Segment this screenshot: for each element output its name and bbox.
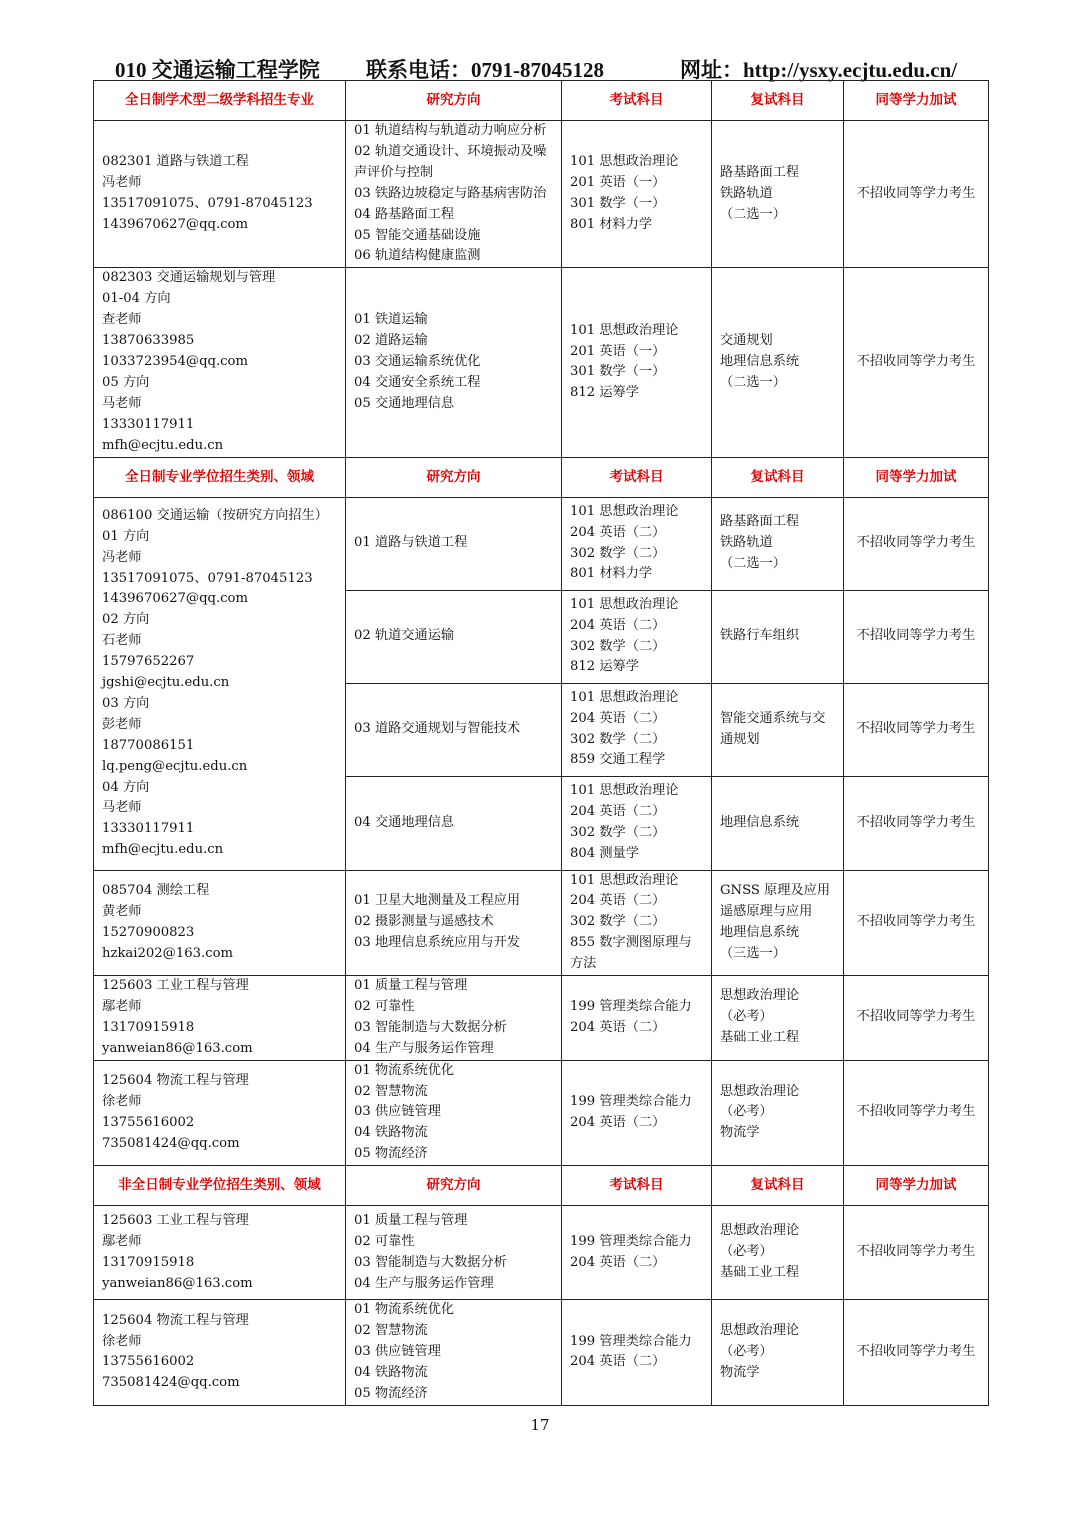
cell-line: 15270900823: [102, 924, 195, 940]
table-row: [94, 121, 989, 268]
cell-line: （二选一）: [720, 206, 786, 222]
cell-line: 01 轨道结构与轨道动力响应分析: [354, 123, 547, 138]
cell-line: 01-04 方向: [102, 291, 171, 307]
cell-line: 物流学: [720, 1125, 760, 1141]
equiv-cell: 不招收同等学力考生: [844, 976, 989, 1061]
cell-line: 18770086151: [102, 737, 195, 753]
cell-line: lq.peng@ecjtu.edu.cn: [102, 758, 248, 774]
table-row: [94, 1300, 989, 1406]
cell-line: 204 英语（二）: [570, 617, 666, 633]
cell-line: 04 交通地理信息: [354, 814, 455, 830]
cell-line: 1439670627@qq.com: [102, 591, 248, 607]
cell-line: 03 供应链管理: [354, 1344, 441, 1359]
directions-cell: [346, 1300, 562, 1406]
cell-line: 125604 物流工程与管理: [102, 1312, 249, 1328]
cell-line: 思想政治理论: [720, 1223, 800, 1239]
cell-line: 04 方向: [102, 779, 150, 795]
cell-line: 01 方向: [102, 528, 150, 544]
cell-line: （必考）: [720, 1244, 773, 1260]
exams-cell: [562, 1060, 712, 1166]
directions-cell: [346, 497, 562, 590]
header-cell: 考试科目: [562, 81, 712, 121]
cell-line: 085704 测绘工程: [102, 882, 210, 898]
cell-line: 101 思想政治理论: [570, 689, 679, 705]
table-row: [94, 497, 989, 590]
table-row: [94, 1060, 989, 1166]
header-cell: 考试科目: [562, 1166, 712, 1206]
cell-line: 859 交通工程学: [570, 752, 666, 768]
cell-line: 204 英语（二）: [570, 710, 666, 726]
cell-line: 302 数学（二）: [570, 914, 666, 930]
header-cell: 全日制学术型二级学科招生专业: [94, 81, 346, 121]
cell-line: 05 物流经济: [354, 1146, 428, 1162]
cell-line: 02 道路运输: [354, 333, 428, 349]
cell-line: 02 轨道交通运输: [354, 628, 455, 644]
cell-line: 086100 交通运输（按研究方向招生）: [102, 507, 328, 523]
exams-cell: [562, 121, 712, 268]
equiv-cell: 不招收同等学力考生: [844, 1206, 989, 1300]
cell-line: 02 智慧物流: [354, 1323, 428, 1339]
cell-line: 302 数学（二）: [570, 545, 666, 561]
cell-line: 彭老师: [102, 716, 142, 732]
exams-cell: [562, 976, 712, 1061]
cell-line: 801 材料力学: [570, 566, 653, 582]
cell-line: 125603 工业工程与管理: [102, 978, 249, 994]
cell-line: 101 思想政治理论: [570, 154, 679, 170]
cell-line: 204 英语（二）: [570, 804, 666, 820]
equiv-cell: 不招收同等学力考生: [844, 683, 989, 776]
header-cell: 同等学力加试: [844, 81, 989, 121]
program-cell: [94, 1206, 346, 1300]
cell-line: 13170915918: [102, 1019, 195, 1035]
cell-line: 302 数学（二）: [570, 638, 666, 654]
table-row: [94, 976, 989, 1061]
header-cell: 全日制专业学位招生类别、领域: [94, 457, 346, 497]
cell-line: 201 英语（一）: [570, 343, 666, 359]
cell-line: （三选一）: [720, 945, 786, 961]
cell-line: 04 路基路面工程: [354, 206, 455, 222]
cell-line: 铁路行车组织: [720, 628, 800, 644]
cell-line: 199 管理类综合能力: [570, 1094, 692, 1110]
cell-line: 04 生产与服务运作管理: [354, 1040, 494, 1056]
cell-line: 02 方向: [102, 612, 150, 628]
section-header-row: [94, 81, 989, 121]
cell-line: yanweian86@163.com: [102, 1275, 253, 1291]
cell-line: （必考）: [720, 1344, 773, 1359]
header-cell: 研究方向: [346, 1166, 562, 1206]
contact-phone: 联系电话：0791-87045128: [366, 58, 604, 82]
cell-line: 04 铁路物流: [354, 1364, 428, 1380]
cell-line: 01 质量工程与管理: [354, 1212, 468, 1228]
cell-line: 04 交通安全系统工程: [354, 374, 481, 390]
cell-line: 201 英语（一）: [570, 175, 666, 191]
cell-line: 302 数学（二）: [570, 825, 666, 840]
cell-line: 02 轨道交通设计、环境振动及噪声评价与控制: [354, 143, 547, 180]
table-row: [94, 1206, 989, 1300]
directions-cell: [346, 590, 562, 683]
directions-cell: [346, 1206, 562, 1300]
cell-line: 101 思想政治理论: [570, 322, 679, 338]
cell-line: 101 思想政治理论: [570, 596, 679, 612]
admission-table: [93, 80, 989, 1406]
cell-line: 204 英语（二）: [570, 1254, 666, 1270]
cell-line: 13330117911: [102, 821, 195, 837]
cell-line: 05 方向: [102, 374, 150, 390]
cell-line: 02 可靠性: [354, 998, 415, 1014]
retest-cell: [712, 121, 844, 268]
cell-line: 铁路轨道: [720, 185, 773, 201]
header-cell: 非全日制专业学位招生类别、领域: [94, 1166, 346, 1206]
program-cell: [94, 268, 346, 457]
cell-line: 鄢老师: [102, 998, 142, 1014]
cell-line: yanweian86@163.com: [102, 1040, 253, 1056]
cell-line: （必考）: [720, 1009, 773, 1025]
exams-cell: [562, 1206, 712, 1300]
cell-line: 04 生产与服务运作管理: [354, 1275, 494, 1291]
cell-line: 13517091075、0791-87045123: [102, 196, 313, 212]
equiv-cell: 不招收同等学力考生: [844, 1300, 989, 1406]
cell-line: 199 管理类综合能力: [570, 1233, 692, 1249]
equiv-cell: 不招收同等学力考生: [844, 497, 989, 590]
retest-cell: [712, 776, 844, 870]
header-cell: 复试科目: [712, 457, 844, 497]
retest-cell: [712, 1300, 844, 1406]
page-number: 17: [530, 1416, 550, 1434]
cell-line: 125604 物流工程与管理: [102, 1073, 249, 1089]
cell-line: 13170915918: [102, 1254, 195, 1270]
cell-line: 03 交通运输系统优化: [354, 353, 481, 369]
exams-cell: [562, 497, 712, 590]
cell-line: GNSS 原理及应用: [720, 882, 831, 898]
retest-cell: [712, 870, 844, 976]
cell-line: 黄老师: [102, 903, 142, 919]
exams-cell: [562, 268, 712, 457]
cell-line: 物流学: [720, 1364, 760, 1380]
header-cell: 同等学力加试: [844, 1166, 989, 1206]
cell-line: 735081424@qq.com: [102, 1135, 240, 1151]
cell-line: 智能交通系统与交通规划: [720, 710, 826, 747]
exams-cell: [562, 1300, 712, 1406]
cell-line: 804 测量学: [570, 845, 639, 861]
cell-line: 204 英语（二）: [570, 524, 666, 540]
exams-cell: [562, 683, 712, 776]
cell-line: 06 轨道结构健康监测: [354, 248, 481, 264]
cell-line: mfh@ecjtu.edu.cn: [102, 842, 224, 858]
cell-line: 马老师: [102, 800, 142, 816]
cell-line: 01 铁道运输: [354, 312, 428, 328]
cell-line: mfh@ecjtu.edu.cn: [102, 437, 224, 453]
cell-line: 855 数字测图原理与方法: [570, 935, 692, 972]
header-cell: 研究方向: [346, 457, 562, 497]
cell-line: 石老师: [102, 633, 142, 649]
program-cell: [94, 1300, 346, 1406]
header-cell: 复试科目: [712, 81, 844, 121]
cell-line: 05 物流经济: [354, 1385, 428, 1401]
retest-cell: [712, 1060, 844, 1166]
cell-line: 冯老师: [102, 549, 142, 565]
cell-line: 马老师: [102, 395, 142, 411]
cell-line: 13755616002: [102, 1354, 195, 1370]
cell-line: 思想政治理论: [720, 988, 800, 1004]
program-cell: [94, 121, 346, 268]
cell-line: jgshi@ecjtu.edu.cn: [102, 675, 230, 691]
cell-line: hzkai202@163.com: [102, 945, 234, 961]
retest-cell: [712, 590, 844, 683]
cell-line: （必考）: [720, 1104, 773, 1120]
directions-cell: [346, 776, 562, 870]
cell-line: 01 道路与铁道工程: [354, 535, 468, 551]
section-header-row: [94, 457, 989, 497]
cell-line: 03 智能制造与大数据分析: [354, 1254, 507, 1270]
website: 网址：http://ysxy.ecjtu.edu.cn/: [680, 58, 958, 82]
cell-line: 082303 交通运输规划与管理: [102, 270, 276, 286]
retest-cell: [712, 497, 844, 590]
cell-line: （二选一）: [720, 374, 786, 390]
program-cell: [94, 1060, 346, 1166]
header-cell: 研究方向: [346, 81, 562, 121]
cell-line: 04 铁路物流: [354, 1125, 428, 1141]
cell-line: 徐老师: [102, 1333, 142, 1349]
cell-line: 01 卫星大地测量及工程应用: [354, 893, 521, 909]
page-header: [93, 52, 987, 82]
cell-line: 204 英语（二）: [570, 1019, 666, 1035]
cell-line: 199 管理类综合能力: [570, 998, 692, 1014]
retest-cell: [712, 683, 844, 776]
cell-line: 13517091075、0791-87045123: [102, 570, 313, 586]
equiv-cell: 不招收同等学力考生: [844, 1060, 989, 1166]
cell-line: 02 摄影测量与遥感技术: [354, 914, 494, 930]
cell-line: 1439670627@qq.com: [102, 217, 248, 233]
cell-line: 03 智能制造与大数据分析: [354, 1019, 507, 1035]
cell-line: 735081424@qq.com: [102, 1375, 240, 1391]
cell-line: 05 交通地理信息: [354, 395, 455, 411]
cell-line: 812 运筹学: [570, 385, 639, 401]
cell-line: 交通规划: [720, 333, 773, 349]
cell-line: 遥感原理与应用: [720, 903, 813, 919]
cell-line: 思想政治理论: [720, 1323, 800, 1339]
cell-line: 基础工业工程: [720, 1030, 800, 1046]
retest-cell: [712, 268, 844, 457]
cell-line: 查老师: [102, 312, 142, 328]
equiv-cell: 不招收同等学力考生: [844, 268, 989, 457]
equiv-cell: 不招收同等学力考生: [844, 776, 989, 870]
cell-line: 冯老师: [102, 175, 142, 191]
exams-cell: [562, 870, 712, 976]
cell-line: 204 英语（二）: [570, 1114, 666, 1130]
header-cell: 同等学力加试: [844, 457, 989, 497]
cell-line: 地理信息系统: [720, 353, 800, 369]
cell-line: 199 管理类综合能力: [570, 1333, 692, 1349]
cell-line: 02 智慧物流: [354, 1083, 428, 1099]
cell-line: 01 物流系统优化: [354, 1062, 455, 1078]
cell-line: （二选一）: [720, 555, 786, 571]
equiv-cell: 不招收同等学力考生: [844, 870, 989, 976]
section-header-row: [94, 1166, 989, 1206]
cell-line: 1033723954@qq.com: [102, 353, 248, 369]
cell-line: 13755616002: [102, 1114, 195, 1130]
retest-cell: [712, 976, 844, 1061]
cell-line: 03 方向: [102, 695, 150, 711]
exams-cell: [562, 776, 712, 870]
cell-line: 125603 工业工程与管理: [102, 1212, 249, 1228]
directions-cell: [346, 268, 562, 457]
equiv-cell: 不招收同等学力考生: [844, 590, 989, 683]
table-row: [94, 870, 989, 976]
cell-line: 15797652267: [102, 654, 195, 670]
cell-line: 01 物流系统优化: [354, 1302, 455, 1318]
cell-line: 13330117911: [102, 416, 195, 432]
college-code-title: 010 交通运输工程学院: [115, 58, 320, 82]
cell-line: 101 思想政治理论: [570, 783, 679, 799]
cell-line: 03 地理信息系统应用与开发: [354, 935, 521, 951]
cell-line: 301 数学（一）: [570, 196, 666, 212]
cell-line: 基础工业工程: [720, 1265, 800, 1281]
cell-line: 101 思想政治理论: [570, 872, 679, 888]
cell-line: 03 道路交通规划与智能技术: [354, 721, 521, 737]
directions-cell: [346, 1060, 562, 1166]
directions-cell: [346, 976, 562, 1061]
cell-line: 02 可靠性: [354, 1233, 415, 1249]
cell-line: 101 思想政治理论: [570, 503, 679, 519]
cell-line: 铁路轨道: [720, 535, 773, 551]
directions-cell: [346, 121, 562, 268]
cell-line: 徐老师: [102, 1094, 142, 1110]
cell-line: 13870633985: [102, 333, 195, 349]
equiv-cell: 不招收同等学力考生: [844, 121, 989, 268]
cell-line: 204 英语（二）: [570, 893, 666, 909]
cell-line: 801 材料力学: [570, 217, 653, 233]
cell-line: 082301 道路与铁道工程: [102, 154, 249, 170]
cell-line: 路基路面工程: [720, 514, 800, 530]
program-cell: [94, 870, 346, 976]
cell-line: 812 运筹学: [570, 659, 639, 675]
retest-cell: [712, 1206, 844, 1300]
program-cell: [94, 497, 346, 870]
program-cell: [94, 976, 346, 1061]
cell-line: 01 质量工程与管理: [354, 978, 468, 994]
cell-line: 03 供应链管理: [354, 1104, 441, 1120]
directions-cell: [346, 683, 562, 776]
cell-line: 03 铁路边坡稳定与路基病害防治: [354, 185, 547, 201]
cell-line: 204 英语（二）: [570, 1354, 666, 1370]
cell-line: 地理信息系统: [720, 814, 800, 830]
cell-line: 思想政治理论: [720, 1083, 800, 1099]
table-row: [94, 268, 989, 457]
cell-line: 05 智能交通基础设施: [354, 227, 481, 243]
cell-line: 路基路面工程: [720, 164, 800, 180]
exams-cell: [562, 590, 712, 683]
cell-line: 鄢老师: [102, 1233, 142, 1249]
cell-line: 302 数学（二）: [570, 731, 666, 747]
header-cell: 考试科目: [562, 457, 712, 497]
cell-line: 地理信息系统: [720, 924, 800, 940]
header-cell: 复试科目: [712, 1166, 844, 1206]
directions-cell: [346, 870, 562, 976]
cell-line: 301 数学（一）: [570, 364, 666, 380]
